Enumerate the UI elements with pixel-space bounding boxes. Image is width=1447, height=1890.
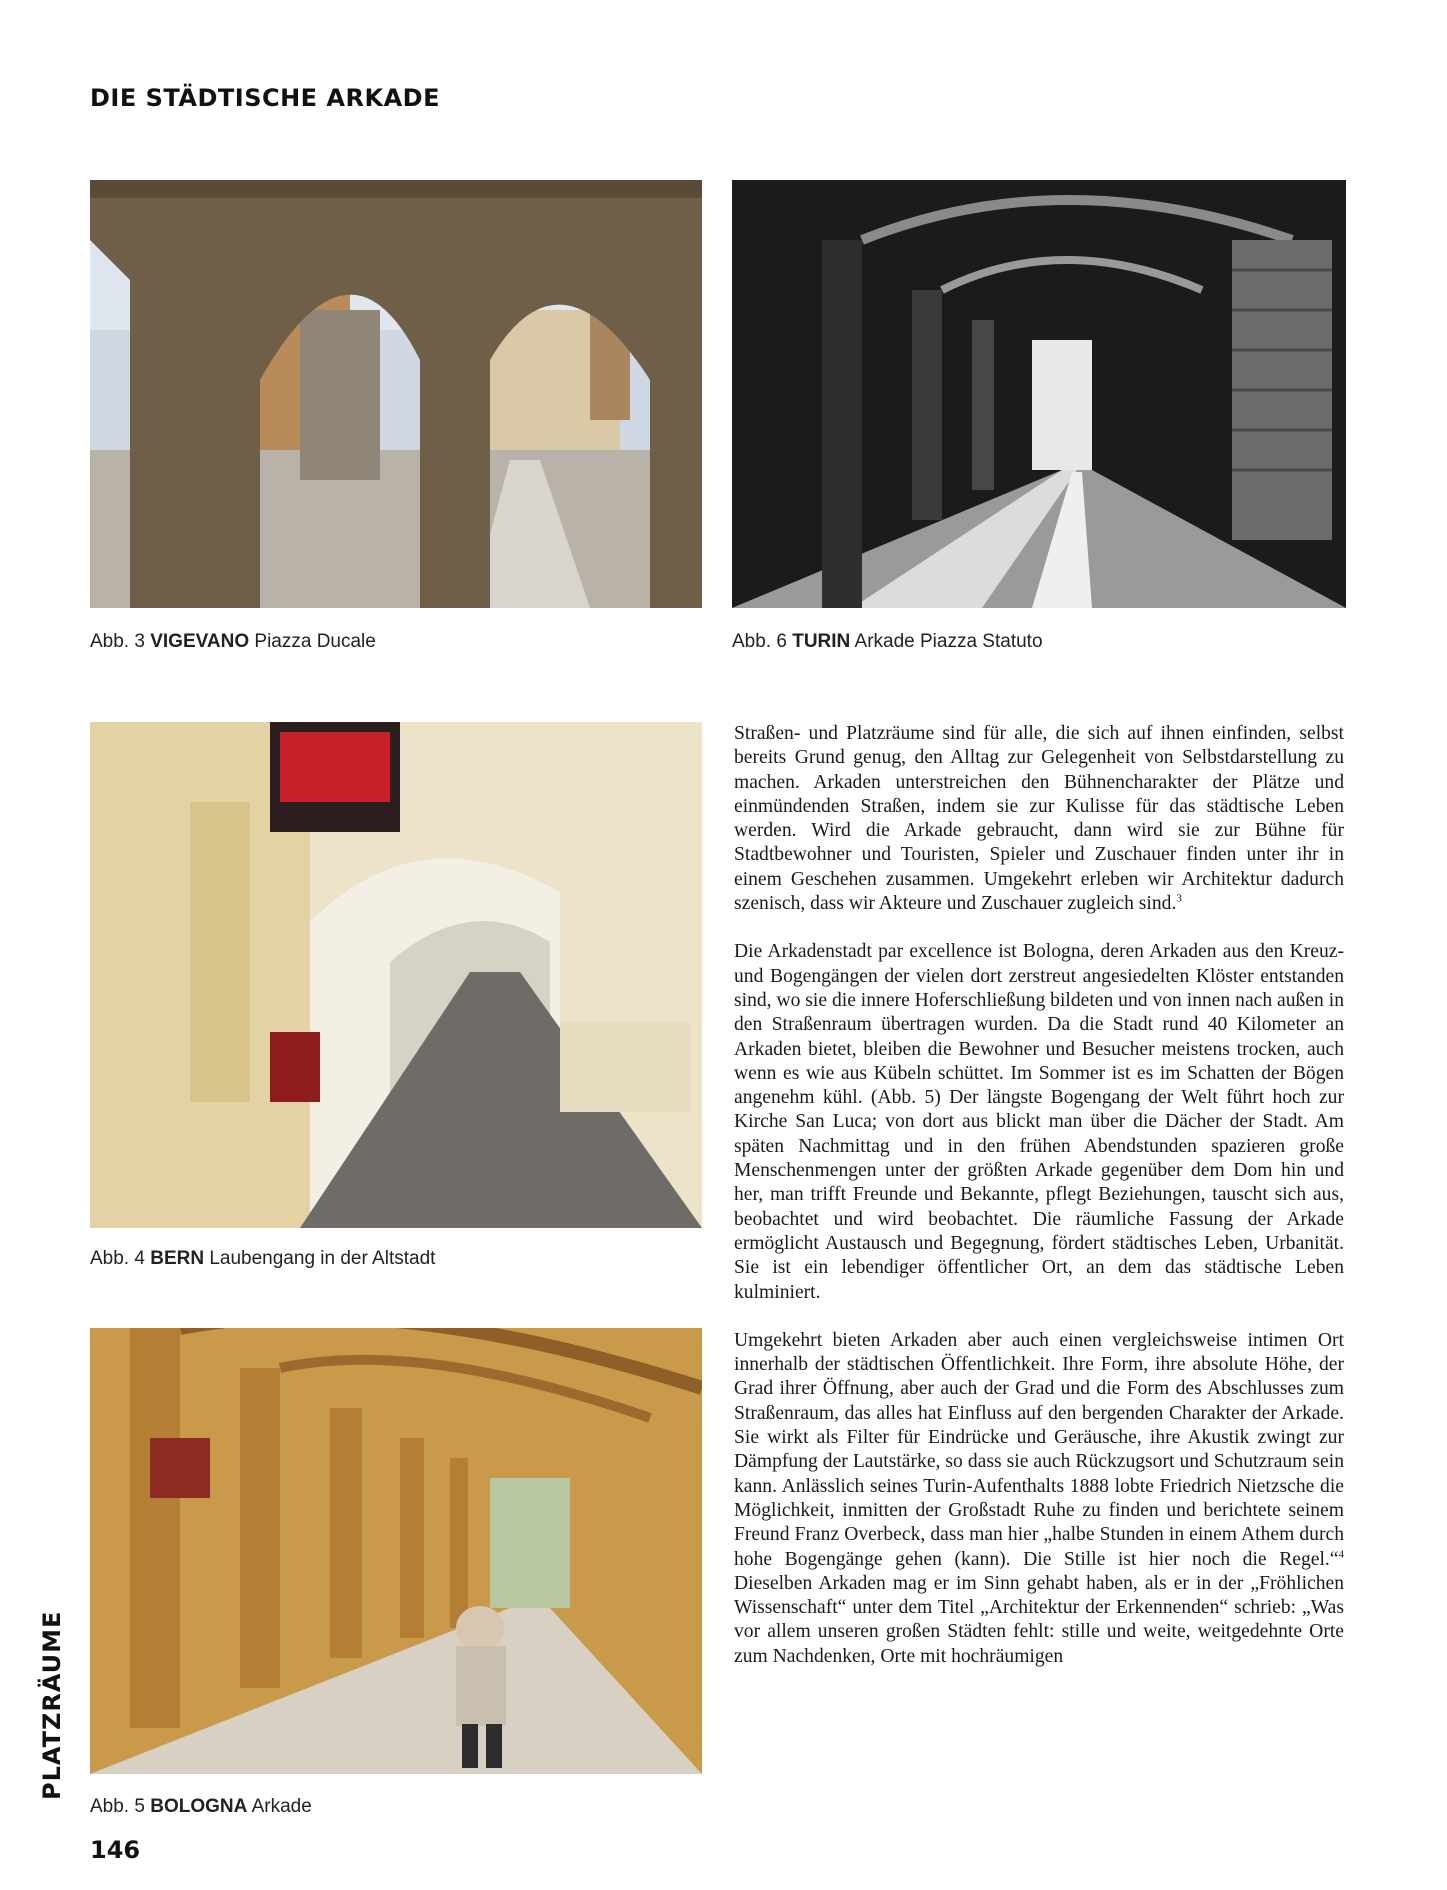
photo-bologna [90,1328,702,1774]
section-label: PLATZRÄUME [38,1610,66,1800]
figure-subject: Laubengang in der Altstadt [209,1248,436,1269]
figure-caption-5 [90,1796,312,1818]
figure-prefix: Abb. 6 [732,631,787,652]
figure-prefix: Abb. 3 [90,631,145,652]
paragraph-1 [734,722,1344,916]
figure-subject: Piazza Ducale [254,631,376,652]
photo-bern [90,722,702,1228]
figure-city: VIGEVANO [150,631,250,652]
figure-prefix: Abb. 5 [90,1796,145,1817]
figure-prefix: Abb. 4 [90,1248,145,1269]
article-body [734,722,1344,1693]
paragraph-text: Straßen- und Platzräume sind für alle, die sich auf ihnen einfinden, selbst bereits Grund genug, den Alltag zur Gelegenheit von Selbstdarstellung zu machen. Arkaden unterstreichen den Bühnencharakter der Plätze und einmündenden Straßen, indem sie zur Kulisse für das städtische Leben werden. Wird die Arkade gebraucht, dann wird sie zur Bühne für Stadtbewohner und Touristen, Spieler und Zuschauer finden unter ihr in einem Geschehen zusammen. Umgekehrt erleben wir Architektur dadurch szenisch, dass wir Akteure und Zuschauer zugleich sind. [734,723,1344,915]
paragraph-2: Die Arkadenstadt par excellence ist Bologna, deren Arkaden aus den Kreuz- und Bogengängen der vielen dort zerstreut angesiedelten Klöster entstanden sind, wo sie die innere Hoferschließung bildeten und von innen nach außen in den Straßenraum übertragen wurden. Da die Stadt rund 40 Kilometer an Arkaden bietet, bleiben die Bewohner und Besucher meistens trocken, auch wenn es wie aus Kübeln schüttet. Im Sommer ist es im Schatten der Bögen angenehm kühl. (Abb. 5) Der längste Bogengang der Welt führt hoch zur Kirche San Luca; von dort aus blickt man über die Dächer der Stadt. Am späten Nachmittag und in den frühen Abendstunden spazieren große Menschenmengen unter der größten Arkade gegenüber dem Dom hin und her, man trifft Freunde und Bekannte, pflegt Beziehungen, tauscht sich aus, beobachtet und wird beobachtet. Die räumliche Fassung der Arkade ermöglicht Austausch und Begegnung, fördert städtisches Leben, Urbanität. Sie ist ein lebendiger öffentlicher Ort, an dem das städtische Leben kulminiert. [734,941,1344,1303]
figure-city: BERN [150,1248,205,1269]
page-number: 146 [90,1836,141,1864]
photo-turin [732,180,1346,608]
figure-caption-4 [90,1248,435,1270]
figure-city: TURIN [792,631,851,652]
paragraph-text-continued: Dieselben Arkaden mag er im Sinn gehabt haben, als er in der „Fröhlichen Wissenschaft“ unter dem Titel „Architektur der Erkennenden“ schrieb: „Was vor allem unseren großen Städten fehlt: stille und weite, weitgedehnte Orte zum Nachdenken, Orte mit hochräumigen [734,1572,1344,1667]
photo-vigevano [90,180,702,608]
paragraph-3 [734,1329,1344,1669]
footnote-ref: 3 [1176,892,1182,905]
figure-city: BOLOGNA [150,1796,248,1817]
figure-subject: Arkade Piazza Statuto [854,631,1043,652]
page-title: DIE STÄDTISCHE ARKADE [90,84,440,112]
paragraph-text: Umgekehrt bieten Arkaden aber auch einen vergleichsweise intimen Ort innerhalb der städtischen Öffentlichkeit. Ihre Form, ihre absolute Höhe, der Grad ihrer Öffnung, aber auch der Grad und die Form des Abschlusses zum Straßenraum, das alles hat Einfluss auf den bergenden Charakter der Arkade. Sie wirkt als Filter für Eindrücke und Geräusche, ihre Akustik zwingt zur Dämpfung der Lautstärke, so dass sie auch Rückzugsort und Schutzraum sein kann. Anlässlich seines Turin-Aufenthalts 1888 lobte Friedrich Nietzsche die Möglichkeit, inmitten der Großstadt Ruhe zu finden und berichtete seinem Freund Franz Overbeck, dass man hier „halbe Stunden in einem Athem durch hohe Bogengänge gehen (kann). Die Stille ist hier noch die Regel.“ [734,1329,1344,1570]
figure-caption-3 [90,631,376,653]
footnote-ref: 4 [1338,1547,1344,1560]
figure-subject: Arkade [251,1796,312,1817]
figure-caption-6 [732,631,1043,653]
